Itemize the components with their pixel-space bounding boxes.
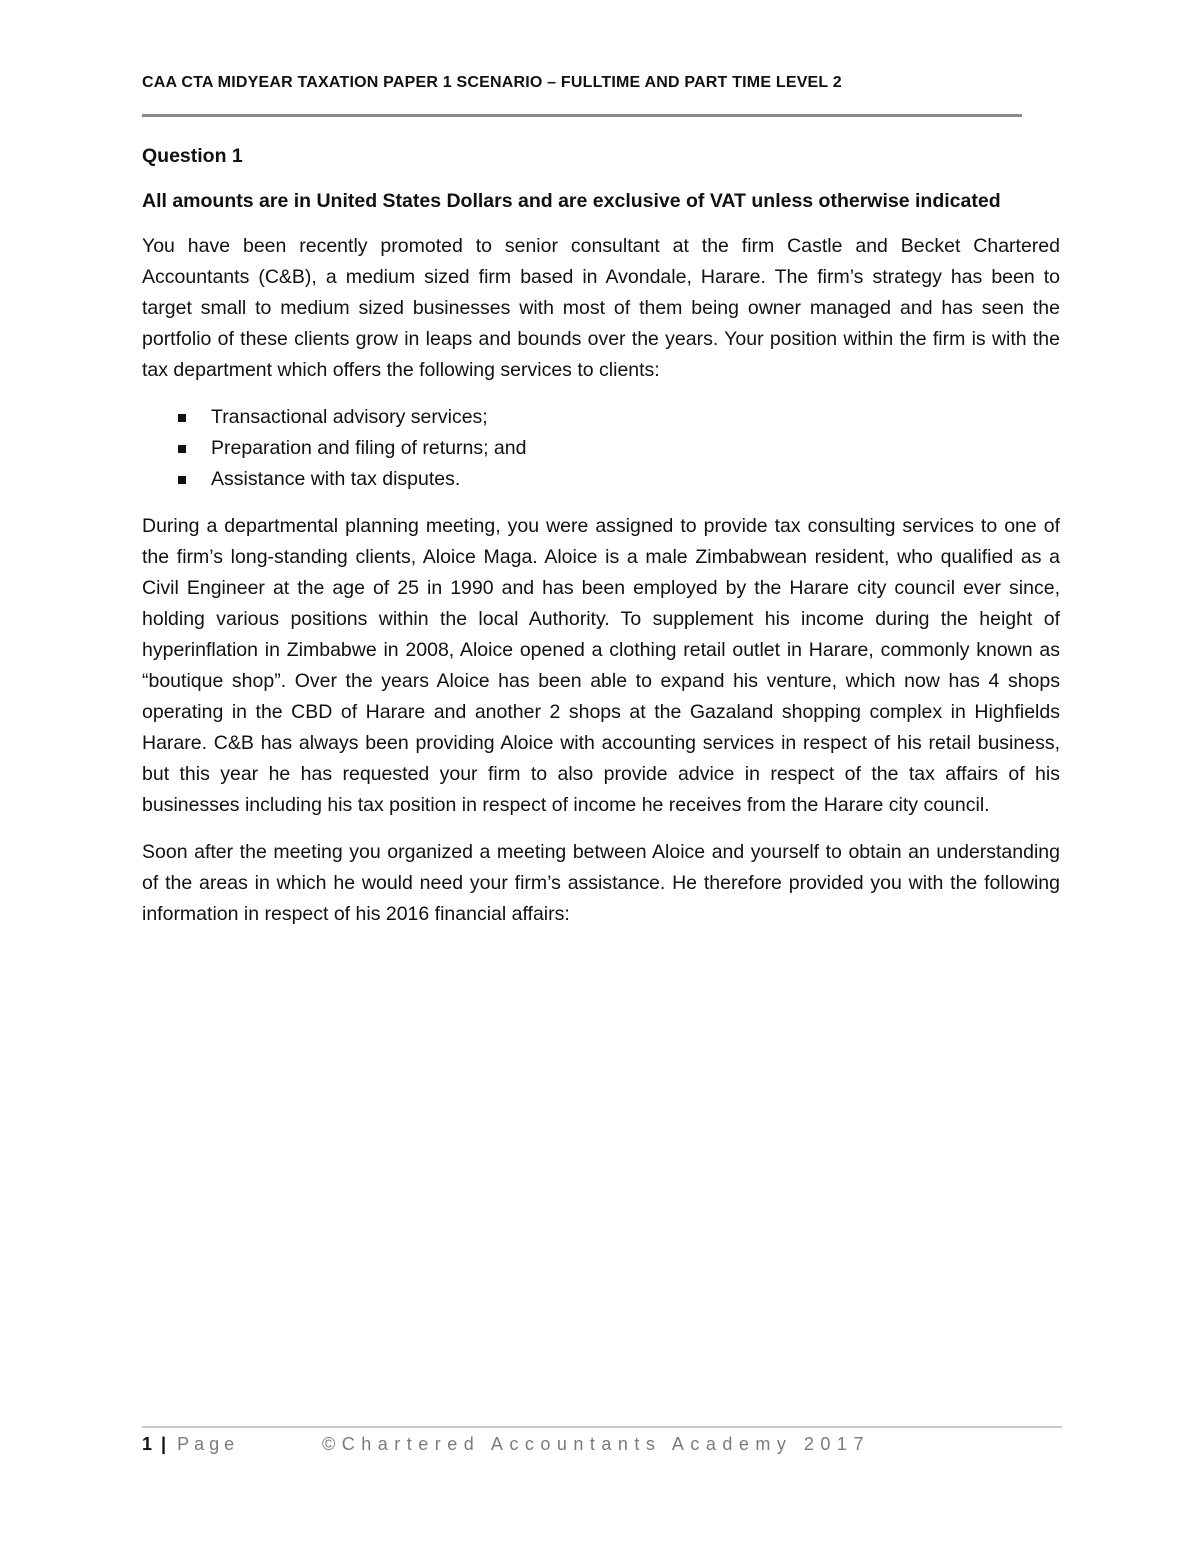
- copyright-notice: ©Chartered Accountants Academy 2017: [322, 1434, 870, 1454]
- intro-paragraph: You have been recently promoted to senior consultant at the firm Castle and Becket Chartered Accountants (C&B), a medium sized firm based in Avondale, Harare. The firm’s strategy has been to target small to medium sized businesses with most of them being owner managed and has seen the portfolio of these clients grow in leaps and bounds over the years. Your position within the firm is with the tax department which offers the following services to clients:: [142, 235, 1060, 381]
- square-bullet-icon: [178, 445, 186, 453]
- page-header: CAA CTA MIDYEAR TAXATION PAPER 1 SCENARIO – FULLTIME AND PART TIME LEVEL 2: [142, 74, 842, 91]
- list-item: [142, 433, 1060, 464]
- services-list: [142, 402, 1060, 495]
- list-item: [142, 402, 1060, 433]
- client-background-paragraph: During a departmental planning meeting, you were assigned to provide tax consulting services to one of the firm’s long-standing clients, Aloice Maga. Aloice is a male Zimbabwean resident, who qualified as a Civil Engineer at the age of 25 in 1990 and has been employed by the Harare city council ever since, holding various positions within the local Authority. To supplement his income during the height of hyperinflation in Zimbabwe in 2008, Aloice opened a clothing retail outlet in Harare, commonly known as “boutique shop”. Over the years Aloice has been able to expand his venture, which now has 4 shops operating in the CBD of Harare and another 2 shops at the Gazaland shopping complex in Highfields Harare. C&B has always been providing Aloice with accounting services in respect of his retail business, but this year he has requested your firm to also provide advice in respect of the tax affairs of his businesses including his tax position in respect of income he receives from the Harare city council.: [142, 515, 1060, 816]
- list-item-text: Preparation and filing of returns; and: [211, 437, 527, 459]
- question-title: Question 1: [142, 145, 243, 167]
- page-number: 1: [142, 1434, 153, 1454]
- list-item-text: Transactional advisory services;: [211, 406, 488, 428]
- header-divider: [142, 114, 1022, 117]
- footer-separator: |: [161, 1434, 167, 1454]
- square-bullet-icon: [178, 414, 186, 422]
- meeting-paragraph: Soon after the meeting you organized a meeting between Aloice and yourself to obtain an understanding of the areas in which he would need your firm’s assistance. He therefore provided you with the following information in respect of his 2016 financial affairs:: [142, 841, 1060, 925]
- list-item-text: Assistance with tax disputes.: [211, 468, 461, 490]
- page-footer: [142, 1432, 1062, 1456]
- square-bullet-icon: [178, 476, 186, 484]
- list-item: [142, 464, 1060, 495]
- document-body: [142, 140, 1060, 946]
- page-label: Page: [177, 1434, 240, 1454]
- currency-note: All amounts are in United States Dollars and are exclusive of VAT unless otherwise indicated: [142, 190, 1001, 212]
- footer-divider: [142, 1426, 1062, 1428]
